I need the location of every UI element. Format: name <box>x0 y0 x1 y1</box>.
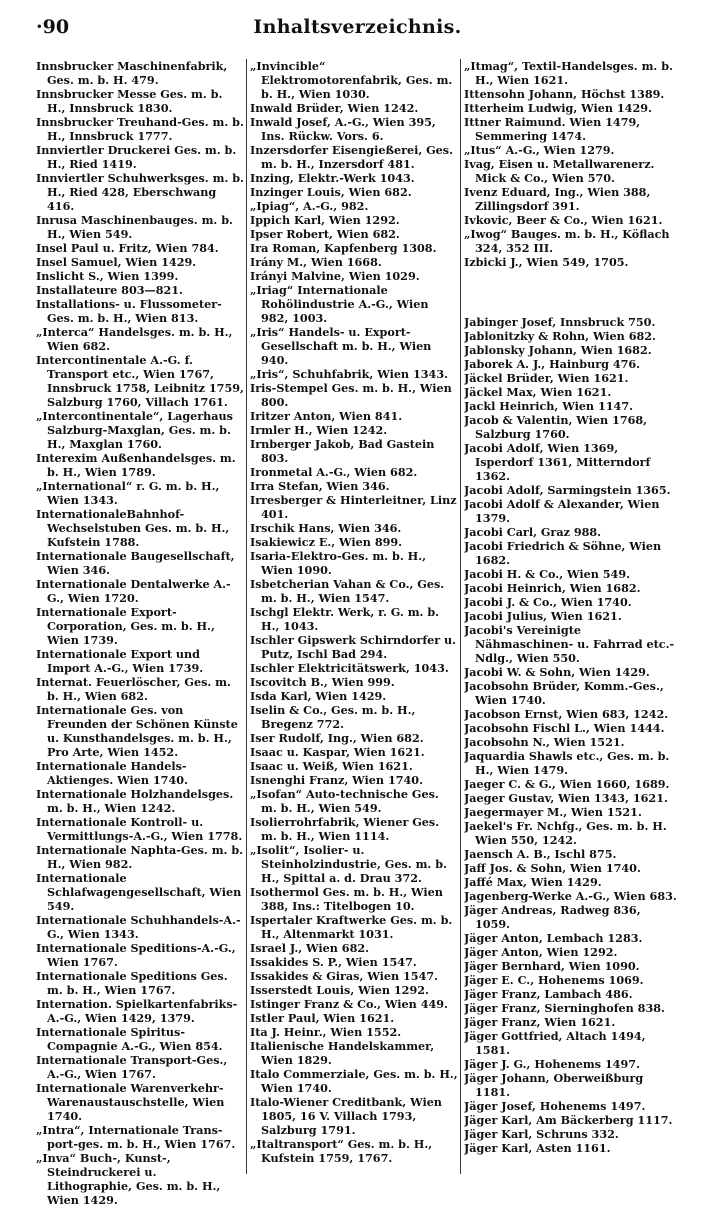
index-entry: Jäger Gottfried, Altach 1494, 1581. <box>464 1029 646 1057</box>
index-entry: „Iris“ Handels- u. Export-Gesellschaft m. b. H., Wien 940. <box>250 325 432 367</box>
section-gap <box>464 285 678 299</box>
index-entry: Innviertler Druckerei Ges. m. b. H., Ried 1419. <box>36 143 237 171</box>
index-entry: Internationale Dentalwerke A.-G., Wien 1720. <box>36 577 231 605</box>
index-column-3 <box>464 59 678 1155</box>
index-entry: Innsbrucker Treuhand-Ges. m. b. H., Innsbruck 1777. <box>36 115 244 143</box>
index-entry: Irnberger Jakob, Bad Gastein 803. <box>250 437 435 465</box>
index-entry: „Iris“, Schuhfabrik, Wien 1343. <box>250 367 448 381</box>
index-entry: Ironmetal A.-G., Wien 682. <box>250 465 418 479</box>
index-entry: Internationale Warenverkehr-Warenaustauschstelle, Wien 1740. <box>36 1081 225 1123</box>
index-entry: Irra Stefan, Wien 346. <box>250 479 390 493</box>
index-entry: „Italtransport“ Ges. m. b. H., Kufstein 1759, 1767. <box>250 1137 433 1165</box>
index-entry: Innviertler Schuhwerksges. m. b. H., Ried 428, Eberschwang 416. <box>36 171 244 213</box>
index-entry: Jacobsohn Fischl L., Wien 1444. <box>464 721 665 735</box>
index-entry: „Isolit“, Isolier- u. Steinholzindustrie, Ges. m. b. H., Spittal a. d. Drau 372. <box>250 843 447 885</box>
index-entry: Ittner Raimund. Wien 1479, Semmering 1474. <box>464 115 641 143</box>
index-entry: Isnenghi Franz, Wien 1740. <box>250 773 423 787</box>
index-entry: Irschik Hans, Wien 346. <box>250 521 402 535</box>
index-entry: Intercontinentale A.-G. f. Transport etc., Wien 1767, Innsbruck 1758, Leibnitz 1759, Salzburg 1760, Villach 1761. <box>36 353 244 409</box>
index-entry: Inslicht S., Wien 1399. <box>36 269 179 283</box>
index-entry: Insel Samuel, Wien 1429. <box>36 255 197 269</box>
index-columns <box>36 59 680 1207</box>
index-entry: Irányi Malvine, Wien 1029. <box>250 269 420 283</box>
index-entry: Iritzer Anton, Wien 841. <box>250 409 403 423</box>
index-entry: Jacobi W. & Sohn, Wien 1429. <box>464 665 650 679</box>
index-entry: Iser Rudolf, Ing., Wien 682. <box>250 731 424 745</box>
index-entry: Jaensch A. B., Ischl 875. <box>464 847 617 861</box>
index-entry: Jäger Karl, Am Bäckerberg 1117. <box>464 1113 673 1127</box>
index-entry: Ivenz Eduard, Ing., Wien 388, Zillingsdorf 391. <box>464 185 651 213</box>
index-entry: Jagenberg-Werke A.-G., Wien 683. <box>464 889 677 903</box>
index-entry: Internationale Speditions-A.-G., Wien 1767. <box>36 941 236 969</box>
index-entry: Internationale Schuhhandels-A.-G., Wien 1343. <box>36 913 241 941</box>
index-column-1 <box>36 59 244 1207</box>
index-entry: Internat. Feuerlöscher, Ges. m. b. H., Wien 682. <box>36 675 231 703</box>
index-entry: Isbetcherian Vahan & Co., Ges. m. b. H., Wien 1547. <box>250 577 445 605</box>
index-entry: Jaegermayer M., Wien 1521. <box>464 805 642 819</box>
index-entry: Inwald Josef, A.-G., Wien 395, Ins. Rückw. Vors. 6. <box>250 115 436 143</box>
index-entry: Jacobi Heinrich, Wien 1682. <box>464 581 641 595</box>
index-entry: InternationaleBahnhof-Wechselstuben Ges. m. b. H., Kufstein 1788. <box>36 507 230 549</box>
index-entry: „Ipiag“, A.-G., 982. <box>250 199 369 213</box>
index-entry: Ittensohn Johann, Höchst 1389. <box>464 87 665 101</box>
index-entry: Jäger Anton, Wien 1292. <box>464 945 618 959</box>
index-entry: Iscovitch B., Wien 999. <box>250 675 395 689</box>
index-entry: Installations- u. Flussometer-Ges. m. b. H., Wien 813. <box>36 297 222 325</box>
index-entry: Ipser Robert, Wien 682. <box>250 227 400 241</box>
index-entry: Internationale Speditions Ges. m. b. H., Wien 1767. <box>36 969 228 997</box>
index-entry: Issakides & Giras, Wien 1547. <box>250 969 439 983</box>
index-entry: Internationale Holzhandelsges. m. b. H., Wien 1242. <box>36 787 234 815</box>
index-entry: Jäger Bernhard, Wien 1090. <box>464 959 640 973</box>
index-entry: „Iwog“ Bauges. m. b. H., Köflach 324, 352 III. <box>464 227 670 255</box>
index-entry: Jacobi Julius, Wien 1621. <box>464 609 622 623</box>
index-entry: Jacobi's Vereinigte Nähmaschinen- u. Fahrrad etc.-Ndlg., Wien 550. <box>464 623 675 665</box>
page-header <box>30 16 685 44</box>
index-entry: Jacobi Adolf, Sarmingstein 1365. <box>464 483 671 497</box>
index-entry: Jäger Anton, Lembach 1283. <box>464 931 643 945</box>
index-entry: Itterheim Ludwig, Wien 1429. <box>464 101 652 115</box>
index-entry: Jaff Jos. & Sohn, Wien 1740. <box>464 861 641 875</box>
index-entry: „Interca“ Handelsges. m. b. H., Wien 682. <box>36 325 233 353</box>
index-entry: „Invincible“ Elektromotorenfabrik, Ges. m. b. H., Wien 1030. <box>250 59 453 101</box>
index-entry: Insel Paul u. Fritz, Wien 784. <box>36 241 219 255</box>
index-entry: Installateure 803—821. <box>36 283 183 297</box>
index-entry: Inzinger Louis, Wien 682. <box>250 185 412 199</box>
index-entry: Innsbrucker Messe Ges. m. b. H., Innsbruck 1830. <box>36 87 223 115</box>
index-entry: Jablonsky Johann, Wien 1682. <box>464 343 652 357</box>
index-entry: Jacobsohn N., Wien 1521. <box>464 735 625 749</box>
index-entry: Jäger Josef, Hohenems 1497. <box>464 1099 646 1113</box>
index-entry: Istinger Franz & Co., Wien 449. <box>250 997 448 1011</box>
index-entry: Irány M., Wien 1668. <box>250 255 382 269</box>
index-entry: Internationale Kontroll- u. Vermittlungs-A.-G., Wien 1778. <box>36 815 243 843</box>
index-entry: Inrusa Maschinenbauges. m. b. H., Wien 549. <box>36 213 233 241</box>
index-column-2 <box>250 59 458 1165</box>
index-entry: Internationale Ges. von Freunden der Schönen Künste u. Kunsthandelsges. m. b. H., Pro Arte, Wien 1452. <box>36 703 238 759</box>
index-entry: Ischler Elektricitätswerk, 1043. <box>250 661 449 675</box>
index-entry: Isaria-Elektro-Ges. m. b. H., Wien 1090. <box>250 549 426 577</box>
index-entry: Jackl Heinrich, Wien 1147. <box>464 399 633 413</box>
index-entry: Internation. Spielkartenfabriks-A.-G., Wien 1429, 1379. <box>36 997 238 1025</box>
index-entry: Ivag, Eisen u. Metallwarenerz. Mick & Co., Wien 570. <box>464 157 655 185</box>
index-entry: Irmler H., Wien 1242. <box>250 423 388 437</box>
index-entry: Ischgl Elektr. Werk, r. G. m. b. H., 1043. <box>250 605 440 633</box>
index-entry: Jacobi J. & Co., Wien 1740. <box>464 595 632 609</box>
index-entry: Internationale Naphta-Ges. m. b. H., Wien 982. <box>36 843 244 871</box>
index-entry: Italienische Handelskammer, Wien 1829. <box>250 1039 435 1067</box>
index-entry: Ira Roman, Kapfenberg 1308. <box>250 241 437 255</box>
index-entry: Jacobi Adolf, Wien 1369, Isperdorf 1361, Mitterndorf 1362. <box>464 441 651 483</box>
index-entry: Iris-Stempel Ges. m. b. H., Wien 800. <box>250 381 452 409</box>
index-entry: Jäckel Max, Wien 1621. <box>464 385 612 399</box>
index-entry: Jablonitzky & Rohn, Wien 682. <box>464 329 656 343</box>
page-number: ·90 <box>36 16 70 38</box>
index-entry: Isda Karl, Wien 1429. <box>250 689 387 703</box>
index-entry: Irresberger & Hinterleitner, Linz 401. <box>250 493 457 521</box>
index-entry: Inzersdorfer Eisengießerei, Ges. m. b. H., Inzersdorf 481. <box>250 143 453 171</box>
index-entry: Jäckel Brüder, Wien 1621. <box>464 371 629 385</box>
index-entry: Internationale Transport-Ges., A.-G., Wien 1767. <box>36 1053 228 1081</box>
index-entry: Italo Commerziale, Ges. m. b. H., Wien 1740. <box>250 1067 458 1095</box>
index-entry: Jaeger C. & G., Wien 1660, 1689. <box>464 777 670 791</box>
index-entry: Internationale Export-Corporation, Ges. m. b. H., Wien 1739. <box>36 605 215 647</box>
index-entry: Jaborek A. J., Hainburg 476. <box>464 357 641 371</box>
index-entry: „International“ r. G. m. b. H., Wien 1343. <box>36 479 220 507</box>
index-entry: „Intra“, Internationale Trans-port-ges. m. b. H., Wien 1767. <box>36 1123 236 1151</box>
index-entry: Jabinger Josef, Innsbruck 750. <box>464 315 656 329</box>
index-entry: Jäger J. G., Hohenems 1497. <box>464 1057 640 1071</box>
index-entry: Issakides S. P., Wien 1547. <box>250 955 417 969</box>
index-entry: „Inva“ Buch-, Kunst-, Steindruckerei u. Lithographie, Ges. m. b. H., Wien 1429. <box>36 1151 221 1207</box>
index-entry: Isserstedt Louis, Wien 1292. <box>250 983 429 997</box>
index-entry: Interexim Außenhandelsges. m. b. H., Wien 1789. <box>36 451 236 479</box>
index-entry: „Itmag“, Textil-Handelsges. m. b. H., Wien 1621. <box>464 59 673 87</box>
index-entry: Jacobi Friedrich & Söhne, Wien 1682. <box>464 539 662 567</box>
running-title: Inhaltsverzeichnis. <box>253 16 462 38</box>
index-entry: Internationale Export und Import A.-G., Wien 1739. <box>36 647 204 675</box>
index-entry: Izbicki J., Wien 549, 1705. <box>464 255 629 269</box>
index-entry: „Iriag“ Internationale Rohölindustrie A.-G., Wien 982, 1003. <box>250 283 429 325</box>
index-entry: Jaffé Max, Wien 1429. <box>464 875 602 889</box>
index-entry: Jacobson Ernst, Wien 683, 1242. <box>464 707 669 721</box>
index-entry: Iselin & Co., Ges. m. b. H., Bregenz 772. <box>250 703 416 731</box>
index-entry: Internationale Handels-Aktienges. Wien 1740. <box>36 759 188 787</box>
index-entry: Isakiewicz E., Wien 899. <box>250 535 403 549</box>
index-entry: Jaekel's Fr. Nchfg., Ges. m. b. H. Wien 550, 1242. <box>464 819 667 847</box>
index-entry: Jäger Andreas, Radweg 836, 1059. <box>464 903 641 931</box>
index-entry: Jacob & Valentin, Wien 1768, Salzburg 1760. <box>464 413 648 441</box>
index-entry: Innsbrucker Maschinenfabrik, Ges. m. b. H. 479. <box>36 59 228 87</box>
index-entry: Isothermol Ges. m. b. H., Wien 388, Ins.: Titelbogen 10. <box>250 885 443 913</box>
index-entry: Jäger Franz, Wien 1621. <box>464 1015 616 1029</box>
index-entry: Jacobsohn Brüder, Komm.-Ges., Wien 1740. <box>464 679 664 707</box>
index-entry: Jaquardia Shawls etc., Ges. m. b. H., Wien 1479. <box>464 749 670 777</box>
index-entry: Ippich Karl, Wien 1292. <box>250 213 400 227</box>
index-entry: Jäger Johann, Oberweißburg 1181. <box>464 1071 644 1099</box>
index-entry: Jacobi Carl, Graz 988. <box>464 525 602 539</box>
index-entry: Inwald Brüder, Wien 1242. <box>250 101 419 115</box>
index-entry: Israel J., Wien 682. <box>250 941 370 955</box>
index-entry: Jäger Karl, Asten 1161. <box>464 1141 611 1155</box>
index-entry: Inzing, Elektr.-Werk 1043. <box>250 171 415 185</box>
index-entry: Jäger E. C., Hohenems 1069. <box>464 973 644 987</box>
index-entry: Jäger Karl, Schruns 332. <box>464 1127 619 1141</box>
index-entry: Jäger Franz, Lambach 486. <box>464 987 633 1001</box>
index-entry: Istler Paul, Wien 1621. <box>250 1011 395 1025</box>
index-entry: „Intercontinentale“, Lagerhaus Salzburg-Maxglan, Ges. m. b. H., Maxglan 1760. <box>36 409 233 451</box>
index-entry: Jäger Franz, Sierninghofen 838. <box>464 1001 665 1015</box>
index-entry: „Isofan“ Auto-technische Ges. m. b. H., Wien 549. <box>250 787 439 815</box>
index-entry: Jacobi H. & Co., Wien 549. <box>464 567 631 581</box>
index-entry: Ispertaler Kraftwerke Ges. m. b. H., Altenmarkt 1031. <box>250 913 453 941</box>
index-entry: Jaeger Gustav, Wien 1343, 1621. <box>464 791 668 805</box>
index-entry: Internationale Baugesellschaft, Wien 346. <box>36 549 235 577</box>
index-entry: Isaac u. Weiß, Wien 1621. <box>250 759 413 773</box>
index-entry: Ita J. Heinr., Wien 1552. <box>250 1025 402 1039</box>
index-entry: Ivkovic, Beer & Co., Wien 1621. <box>464 213 663 227</box>
index-entry: Internationale Spiritus-Compagnie A.-G., Wien 854. <box>36 1025 223 1053</box>
index-entry: Italo-Wiener Creditbank, Wien 1805, 16 V. Villach 1793, Salzburg 1791. <box>250 1095 442 1137</box>
index-entry: Isolierrohrfabrik, Wiener Ges. m. b. H., Wien 1114. <box>250 815 440 843</box>
index-entry: Internationale Schlafwagengesellschaft, Wien 549. <box>36 871 242 913</box>
index-entry: Jacobi Adolf & Alexander, Wien 1379. <box>464 497 660 525</box>
index-entry: Ischler Gipswerk Schirndorfer u. Putz, Ischl Bad 294. <box>250 633 457 661</box>
index-entry: „Itus“ A.-G., Wien 1279. <box>464 143 615 157</box>
index-entry: Isaac u. Kaspar, Wien 1621. <box>250 745 425 759</box>
